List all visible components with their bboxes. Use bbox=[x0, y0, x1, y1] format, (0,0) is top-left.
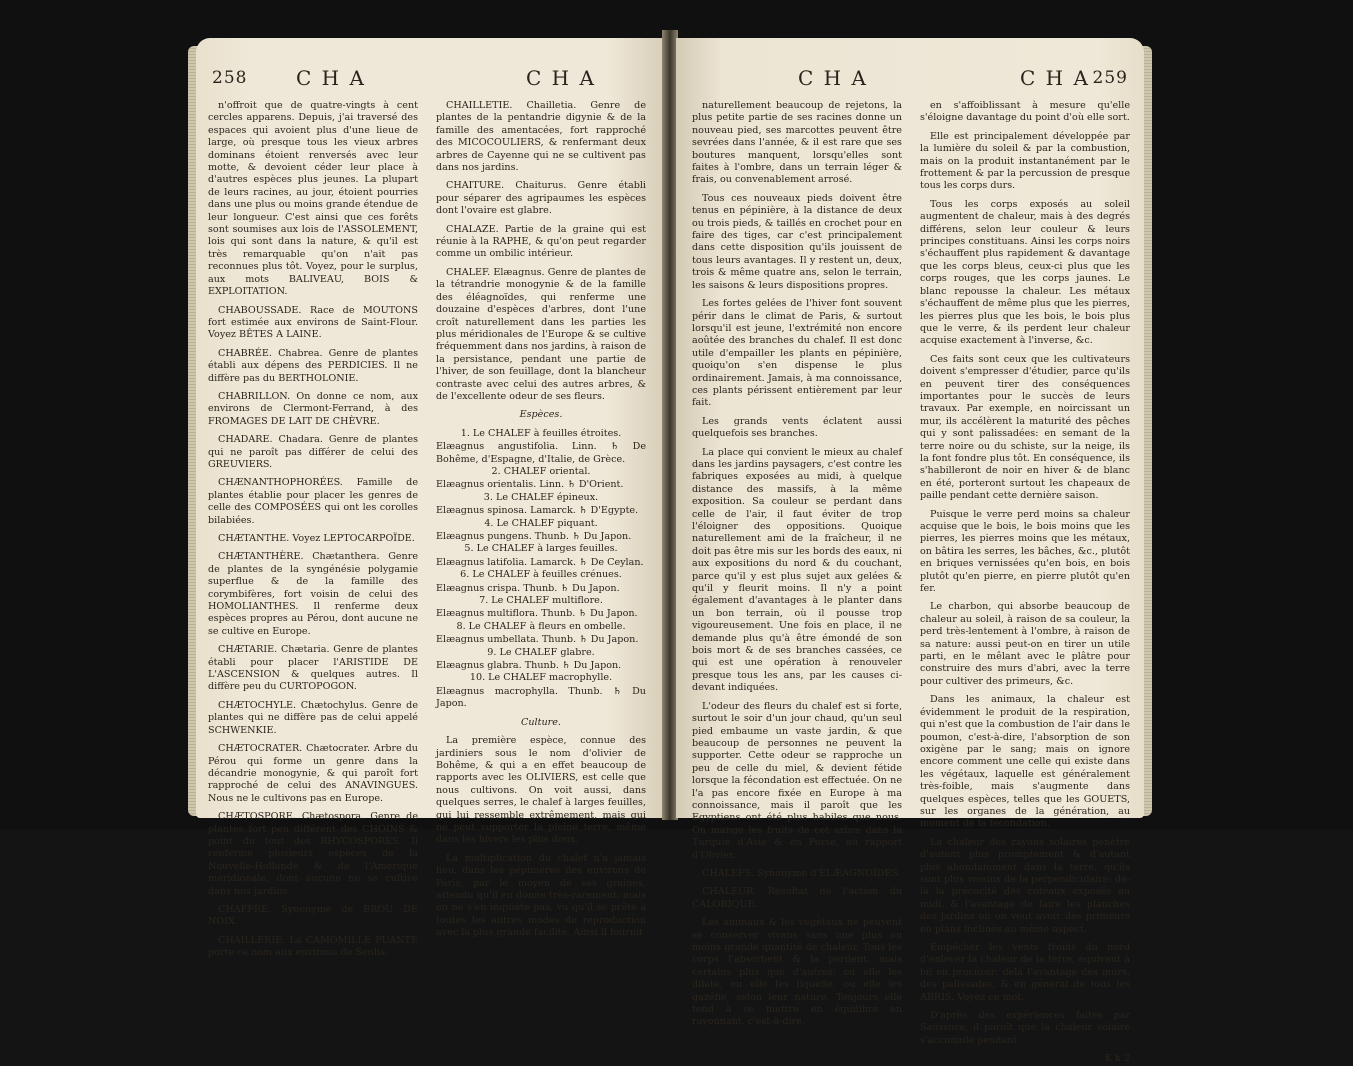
species-latin: Elæagnus orientalis. Linn. ♄ D'Orient. bbox=[436, 479, 624, 491]
left-header-right: C H A bbox=[526, 66, 596, 90]
paragraph: L'odeur des fleurs du chalef est si forte, surtout le soir d'un jour chaud, qu'un seul pied embaume un vaste jardin, & que beaucoup de personnes ne peuvent la supporter. Cette odeur se rapproche un peu de celle du miel, & devient fétide lorsque la fécondation est effectuée. On ne l'a pas encore fixée en Europe à ma connoissance, mais il paroît que les Egyptiens ont été plus habiles que nous. On mange les fruits de cet arbre dans la Turquie d'Asie & en Perse, au rapport d'Olivier. bbox=[692, 700, 902, 861]
left-page-number: 258 bbox=[212, 68, 248, 88]
paragraph: CHAILLETIE. Chailletia. Genre de plantes de la pentandrie digynie & de la famille des amentacées, fort rapproché des MICOCOULIERS, & renfermant deux arbres de Cayenne qui ne se cultivent pas dans nos jardins. bbox=[436, 100, 646, 174]
paragraph: La chaleur des rayons solaires pénètre d'autant plus promptement & d'autant plus abondamment dans la terre, qu'ils sont plus voisins de la perpendiculaire: de-là la précocité des coteaux exposés au midi, & l'avantage de faire les planches des jardins où on veut avoir des primeurs en plans inclinés au même aspect. bbox=[920, 836, 1130, 935]
paragraph: n'offroit que de quatre-vingts à cent cercles apparens. Depuis, j'ai traversé des espaces qui avoient plus d'une lieue de large, où presque tous les vieux arbres dominans étoient renversés avec leur motte, & devoient céder leur place à d'autres espèces plus jeunes. La plupart de leurs racines, au jour, étoient pourries dans une plus ou moins grande étendue de leur longueur. C'est ainsi que ces forêts sont soumises aux lois de l'ASSOLEMENT, lois qui sont dans la nature, & qu'il est très remarquable qu'on n'ait pas reconnues plus tôt. Voyez, pour le surplus, aux mots BALIVEAU, BOIS & EXPLOITATION. bbox=[208, 100, 418, 298]
left-column-1 bbox=[208, 100, 418, 966]
paragraph: CHÆTANTHE. Voyez LEPTOCARPOÏDE. bbox=[218, 533, 415, 544]
species-latin: Elæagnus angustifolia. Linn. ♄ De Bohême, d'Espagne, d'Italie, de Grèce. bbox=[436, 441, 646, 465]
species-entry: 7. Le CHALEF multiflore. bbox=[479, 595, 603, 607]
paragraph: CHAFFRE. Synonyme de BROU DE NOIX. bbox=[208, 903, 418, 928]
paragraph: La première espèce, connue des jardiniers sous le nom d'olivier de Bohême, & qui a en effet beaucoup de rapports avec les OLIVIERS, est celle que nous cultivons. On voit aussi, dans quelques serres, le chalef à larges feuilles, qui lui ressemble extrêmement, mais qui ne peut supporter la pleine terre, même dans les hivers les plus doux. bbox=[436, 735, 646, 846]
paragraph: CHALEUR. Résultat de l'action du CALORIQUE. bbox=[692, 886, 902, 910]
paragraph: Ces faits sont ceux que les cultivateurs doivent s'empresser d'étudier, parce qu'ils en peuvent tirer des conséquences importantes pour le succès de leurs travaux. Par exemple, en noircissant un mur, ils accélèrent la maturité des pêches qui y sont palissadées: en semant de la terre noire ou du schiste, sur la neige, ils la font fondre plus tôt. En conséquence, ils s'habilleront de noir en hiver & de blanc en été, porteront surtout les chapeaux de paille pendant cette dernière saison. bbox=[920, 353, 1130, 502]
species-latin: Elæagnus pungens. Thunb. ♄ Du Japon. bbox=[436, 531, 632, 542]
paragraph: La place qui convient le mieux au chalef dans les jardins paysagers, c'est contre les fabriques exposées au midi, à quelque distance des massifs, à la même exposition. Sa couleur se perdant dans celle de l'air, il faut éviter de trop l'éloigner des oppositions. Quoique naturellement ami de la fraîcheur, il ne doit pas être mis sur les bords des eaux, ni aux expositions du nord & du couchant, parce qu'il y est plus sujet aux gelées & qu'il y fleurit moins. Il n'y a point également d'avantages à le planter dans un bon terrain, où il pousse trop vigoureusement. Une fois en place, il ne demande plus qu'à être émondé de son bois mort & de ses branches cassées, ce qui est une opération à renouveler presque tous les ans, par les causes ci-devant indiquées. bbox=[692, 446, 902, 694]
paragraph: en s'affoiblissant à mesure qu'elle s'éloigne davantage du point d'où elle sort. bbox=[920, 100, 1130, 124]
left-header-left: C H A bbox=[296, 66, 366, 90]
paragraph: Puisque le verre perd moins sa chaleur acquise que le bois, le bois moins que les pierres, les pierres moins que les métaux, on bâtira les serres, les bâches, &c., plutôt en briques vernissées qu'en bois, en bois plutôt qu'en pierre, en pierre plutôt qu'en fer. bbox=[920, 508, 1130, 595]
paragraph: CHÆTARIE. Chætaria. Genre de plantes établi pour placer l'ARISTIDE DE L'ASCENSION & quelques autres. Il diffère peu du CURTOPOGON. bbox=[208, 644, 418, 693]
right-page-number: 259 bbox=[1092, 68, 1128, 88]
paragraph: CHABRÉE. Chabrea. Genre de plantes établi aux dépens des PERDICIES. Il ne diffère pas du BERTHOLONIE. bbox=[208, 347, 418, 384]
species-latin: Elæagnus macrophylla. Thunb. ♄ Du Japon. bbox=[436, 685, 646, 710]
species-entry: 2. CHALEF oriental. bbox=[491, 465, 591, 477]
species-latin: Elæagnus glabra. Thunb. ♄ Du Japon. bbox=[436, 660, 622, 672]
paragraph: Le charbon, qui absorbe beaucoup de chaleur au soleil, à raison de sa couleur, la perd très-lentement à l'ombre, à raison de sa nature: aussi peut-on en tirer un utile parti, en le mêlant avec le plâtre pour construire des murs d'abri, avec la terre pour cultiver des primeurs, &c. bbox=[920, 601, 1130, 687]
right-header-right: C H A bbox=[1020, 66, 1090, 90]
paragraph: CHAILLERIE. La CAMOMILLE PUANTE porte ce nom aux environs de Senlis. bbox=[208, 934, 418, 959]
left-column-2 bbox=[436, 100, 646, 946]
species-latin: Elæagnus crispa. Thunb. ♄ Du Japon. bbox=[436, 582, 620, 594]
paragraph: CHALAZE. Partie de la graine qui est réunie à la RAPHE, & qu'on peut regarder comme un ombilic intérieur. bbox=[436, 223, 646, 260]
paragraph: Tous les corps exposés au soleil augmentent de chaleur, mais à des degrés différens, selon leur couleur & leurs principes constituans. Ainsi les corps noirs s'échauffent plus rapidement & davantage que les corps bleus, ceux-ci plus que les corps rouges, que les corps jaunes. Le blanc repousse la chaleur. Les métaux s'échauffent de même plus que les pierres, les pierres plus que les bois, le bois plus que le verre, & ils perdent leur chaleur acquise exactement à l'inverse, &c. bbox=[920, 198, 1130, 347]
species-entry: 8. Le CHALEF à fleurs en ombelle. bbox=[456, 620, 626, 632]
paragraph: La multiplication du chalef n'a jamais lieu, dans les pépinières des environs de Paris, par le moyen de ses graines, attendu qu'il en donne très-rarement; mais on ne s'en inquiète pas, vu qu'il se prête à toutes les autres modes de reproduction avec la plus grande facilité. Ainsi il fournit bbox=[436, 852, 646, 939]
paragraph: Les animaux & les végétaux ne peuvent se conserver vivans sans une plus ou moins grande quantité de chaleur. Tous les corps l'absorbent & la perdent, mais certains plus que d'autres: ou elle les dilate, ou elle les liquéfie, ou elle les gazéfie, selon leur nature. Toujours elle tend à se mettre en équilibre en rayonnant, c'est-à-dire, bbox=[692, 917, 902, 1028]
paragraph: CHÆTOSPORE. Chætospora. Genre de plantes fort peu différent des CHOINS & point du tout des RHYCOSPORES. Il renferme plusieurs espèces de la Nouvelle-Hollande & de l'Amérique méridionale, dont aucune ne se cultive dans nos jardins. bbox=[208, 811, 418, 897]
species-latin: Elæagnus spinosa. Lamarck. ♄ D'Egypte. bbox=[436, 505, 639, 517]
left-running-header bbox=[210, 64, 650, 94]
species-latin: Elæagnus latifolia. Lamarck. ♄ De Ceylan. bbox=[436, 556, 644, 568]
paragraph: CHABRILLON. On donne ce nom, aux environs de Clermont-Ferrand, à des FROMAGES DE LAIT DE CHÈVRE. bbox=[208, 390, 418, 427]
species-entry: 5. Le CHALEF à larges feuilles. bbox=[464, 543, 618, 555]
paragraph: CHADARE. Chadara. Genre de plantes qui ne paroît pas différer de celui des GREUVIERS. bbox=[208, 434, 418, 470]
paragraph: Tous ces nouveaux pieds doivent être tenus en pépinière, à la distance de deux ou trois pieds, & taillés en crochet pour en faire des tiges, car c'est principalement dans cette disposition qu'ils jouissent de tous leurs avantages. Il y restent un, deux, trois & même quatre ans, selon le terrain, les saisons & leurs dispositions propres. bbox=[692, 192, 902, 291]
paragraph: Les grands vents éclatent aussi quelquefois ses branches. bbox=[692, 415, 902, 440]
paragraph: Elle est principalement développée par la lumière du soleil & par la combustion, mais on la produit instantanément par le frottement & par la percussion de presque tous les corps durs. bbox=[920, 130, 1130, 192]
right-running-header bbox=[690, 64, 1130, 94]
paragraph: naturellement beaucoup de rejetons, la plus petite partie de ses racines donne un nouveau pied, ses marcottes peuvent être sevrées dans l'année, & il est rare que ses boutures manquent, lorsqu'elles sont faites à l'ombre, dans un terrain léger & frais, ou convenablement arrosé. bbox=[692, 100, 902, 186]
paragraph: CHÆTOCHYLE. Chætochylus. Genre de plantes qui ne diffère pas de celui appelé SCHWENKIE. bbox=[208, 699, 418, 736]
species-latin: Elæagnus umbellata. Thunb. ♄ Du Japon. bbox=[436, 634, 639, 646]
paragraph: Empêcher les vents froids du nord d'enlever la chaleur de la terre, équivaut à lui en procurer: delà l'avantage des murs, des palissades, & en général de tous les ABRIS. Voyez ce mot. bbox=[920, 942, 1130, 1003]
paragraph: CHALEF. Elæagnus. Genre de plantes de la tétrandrie monogynie & de la famille des éléagnoïdes, qui renferme une douzaine d'espèces d'arbres, dont l'une croît naturellement dans les parties les plus méridionales de l'Europe & se cultive fréquemment dans nos jardins, à raison de la persistance, pendant une partie de l'hiver, de son feuillage, dont la blancheur contraste avec celui des autres arbres, & de l'excellente odeur de ses fleurs. bbox=[436, 266, 646, 402]
paragraph: D'après des expériences faites par Saussure, il paroît que la chaleur solaire s'accumule pendant bbox=[920, 1010, 1130, 1046]
signature-mark: K k 2 bbox=[1104, 1053, 1130, 1065]
right-header-left: C H A bbox=[798, 66, 868, 90]
paragraph: CHABOUSSADE. Race de MOUTONS fort estimée aux environs de Saint-Flour. Voyez BÊTES A LAINE. bbox=[208, 304, 418, 341]
paragraph: Dans les animaux, la chaleur est évidemment le produit de la respiration, qui n'est que la combustion de l'air dans le poumon, c'est-à-dire, l'absorption de son oxigène par le sang; mais on ignore encore comment une celle qui existe dans les végétaux, laquelle est généralement très-foible, mais s'augmente dans quelques espèces, telles que les GOUETS, sur les organes de la génération, au moment de la fécondation. bbox=[920, 694, 1130, 830]
paragraph: CHÆTANTHÈRE. Chætanthera. Genre de plantes de la syngénésie polygamie superflue & de la famille des corymbifères, fort voisin de celui des HOMOLIANTHES. Il renferme deux espèces propres au Pérou, dont aucune ne se cultive en Europe. bbox=[208, 551, 418, 637]
species-latin: Elæagnus multiflora. Thunb. ♄ Du Japon. bbox=[436, 608, 638, 620]
right-column-2 bbox=[920, 100, 1130, 1066]
right-page bbox=[676, 38, 1144, 1065]
culture-heading: Culture. bbox=[521, 716, 561, 728]
paragraph: CHÆTOCRATER. Chætocrater. Arbre du Pérou qui forme un genre dans la décandrie monogynie, & qui paroît fort rapproché de celui des ANAVINGUES. Nous ne le cultivons pas en Europe. bbox=[208, 743, 418, 804]
species-entry: 3. Le CHALEF épineux. bbox=[483, 491, 599, 503]
species-entry: 4. Le CHALEF piquant. bbox=[484, 517, 598, 529]
species-entry: 1. Le CHALEF à feuilles étroites. bbox=[460, 427, 622, 439]
paragraph: Les fortes gelées de l'hiver font souvent périr dans le climat de Paris, & surtout lorsqu'il est jeune, l'extrémité non encore aoûtée des branches du chalef. Il est donc utile d'empailler les plants en pépinière, quoiqu'on s'en dispense le plus ordinairement. Jamais, à ma connoissance, ces plants périssent entièrement par leur fait. bbox=[692, 298, 902, 409]
species-heading: Espèces. bbox=[519, 409, 563, 421]
species-entry: 6. Le CHALEF à feuilles crénues. bbox=[460, 569, 622, 581]
right-column-1 bbox=[692, 100, 902, 1035]
paragraph: CHAITURE. Chaiturus. Genre établi pour séparer des agripaumes les espèces dont l'ovaire est glabre. bbox=[436, 180, 646, 217]
left-page bbox=[196, 38, 664, 959]
species-entry: 10. Le CHALEF macrophylle. bbox=[469, 672, 613, 684]
species-entry: 9. Le CHALEF glabre. bbox=[487, 646, 595, 658]
paragraph: CHALEFS. Synonyme d'ELÆAGNOÏDES. bbox=[702, 867, 901, 879]
paragraph: CHÆNANTHOPHORÉES. Famille de plantes établie pour placer les genres de celle des COMPOSÉES qui ont les corolles bilabiées. bbox=[208, 477, 418, 526]
